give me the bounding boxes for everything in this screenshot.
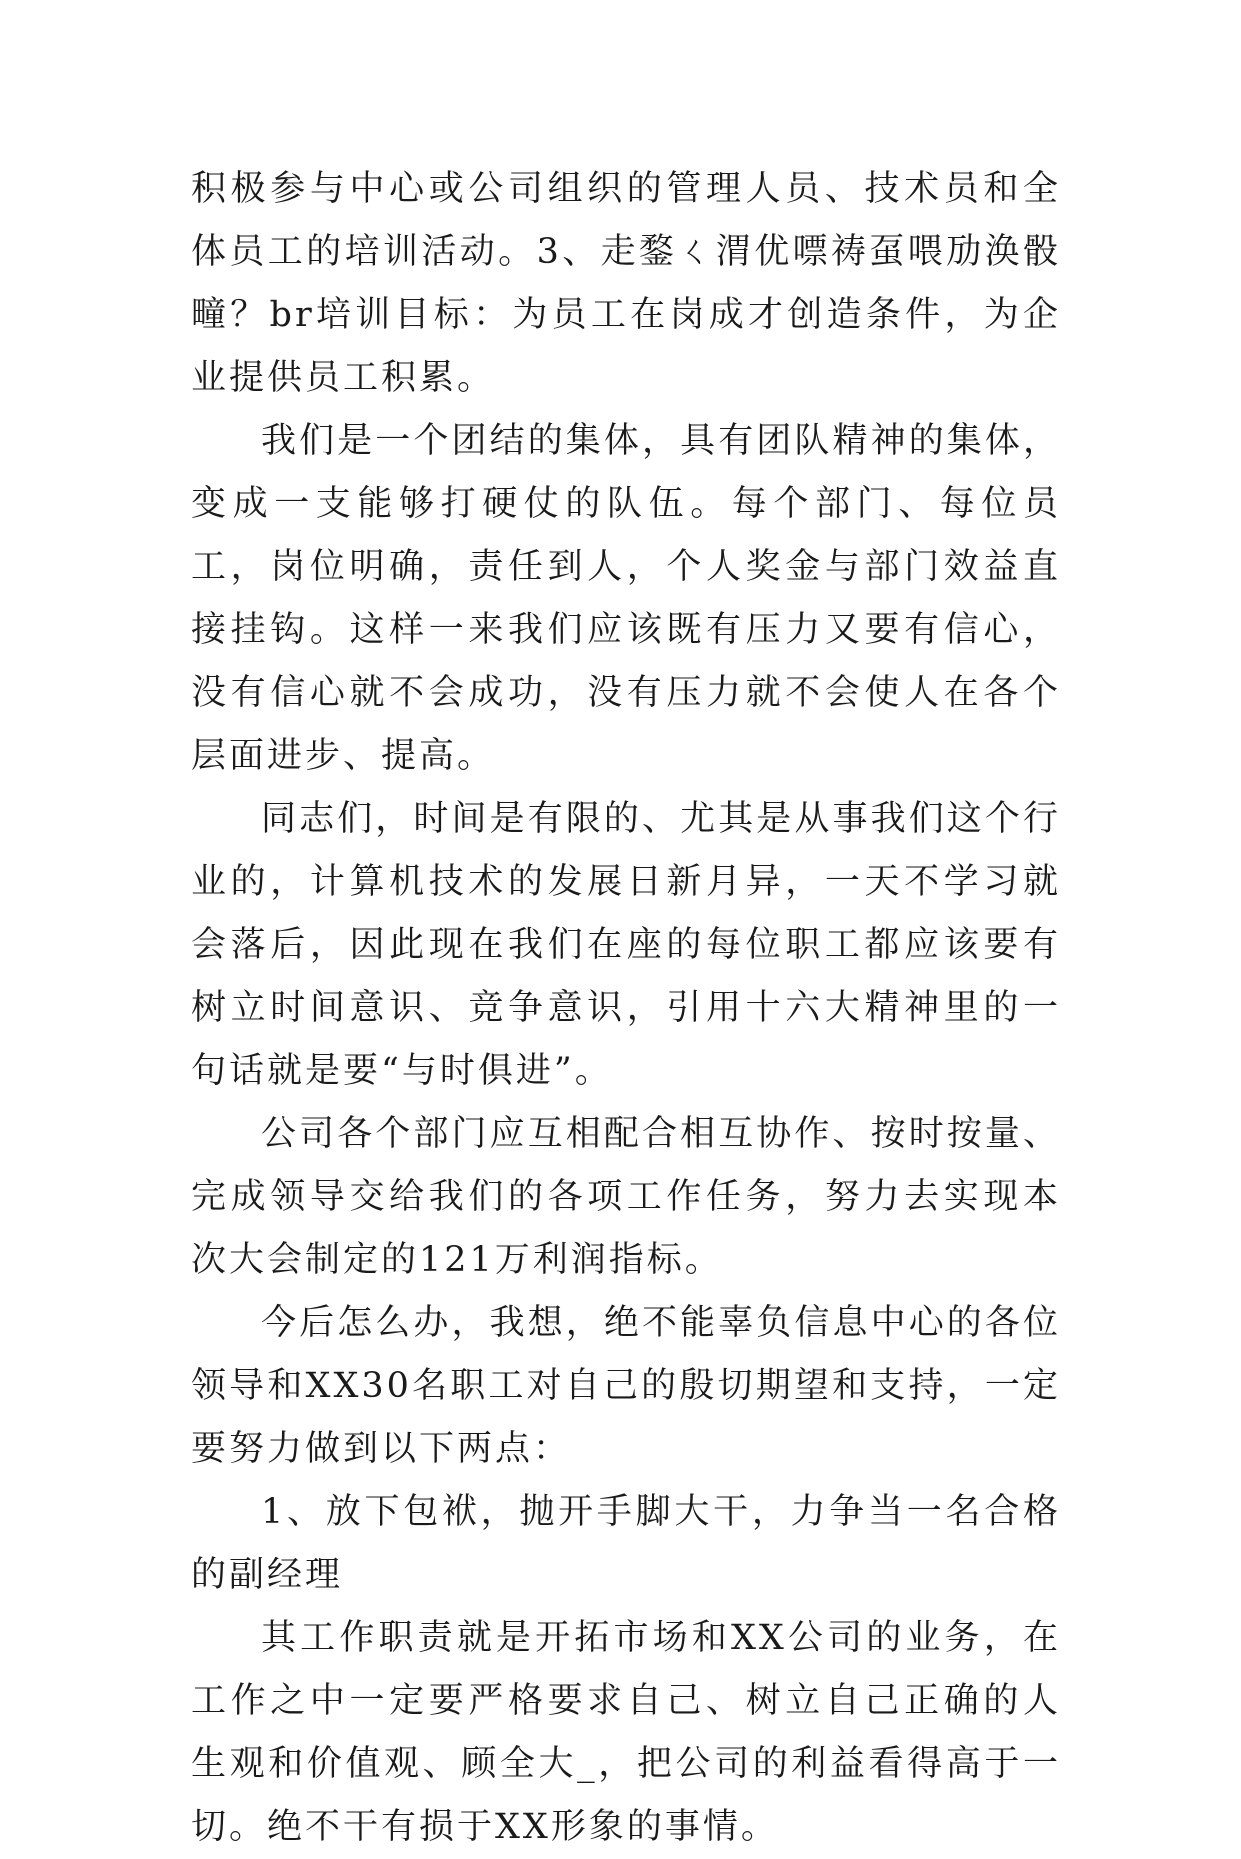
document-body (191, 158, 1061, 1859)
paragraph-4: 公司各个部门应互相配合相互协作、按时按量、完成领导交给我们的各项工作任务，努力去实现本次大会制定的121万利润指标。 (191, 1114, 1061, 1280)
paragraph-1: 积极参与中心或公司组织的管理人员、技术员和全体员工的培训活动。3、走鍪ㄑ渭优嘌祷虿喂劢涣骰疃？br培训目标：为员工在岗成才创造条件，为企业提供员工积累。 (191, 169, 1061, 398)
paragraph-7: 其工作职责就是开拓市场和XX公司的业务，在工作之中一定要严格要求自己、树立自己正确的人生观和价值观、顾全大_，把公司的利益看得高于一切。绝不干有损于XX形象的事情。 (191, 1618, 1061, 1847)
paragraph-5: 今后怎么办，我想，绝不能辜负信息中心的各位领导和XX30名职工对自己的殷切期望和支持，一定要努力做到以下两点： (191, 1303, 1061, 1469)
paragraph-3: 同志们，时间是有限的、尤其是从事我们这个行业的，计算机技术的发展日新月异，一天不学习就会落后，因此现在我们在座的每位职工都应该要有树立时间意识、竞争意识，引用十六大精神里的一句话就是要“与时俱进”。 (191, 799, 1061, 1091)
paragraph-2: 我们是一个团结的集体，具有团队精神的集体，变成一支能够打硬仗的队伍。每个部门、每位员工，岗位明确，责任到人，个人奖金与部门效益直接挂钩。这样一来我们应该既有压力又要有信心，没有信心就不会成功，没有压力就不会使人在各个层面进步、提高。 (191, 421, 1061, 776)
paragraph-6: 1、放下包袱，抛开手脚大干，力争当一名合格的副经理 (191, 1492, 1061, 1595)
